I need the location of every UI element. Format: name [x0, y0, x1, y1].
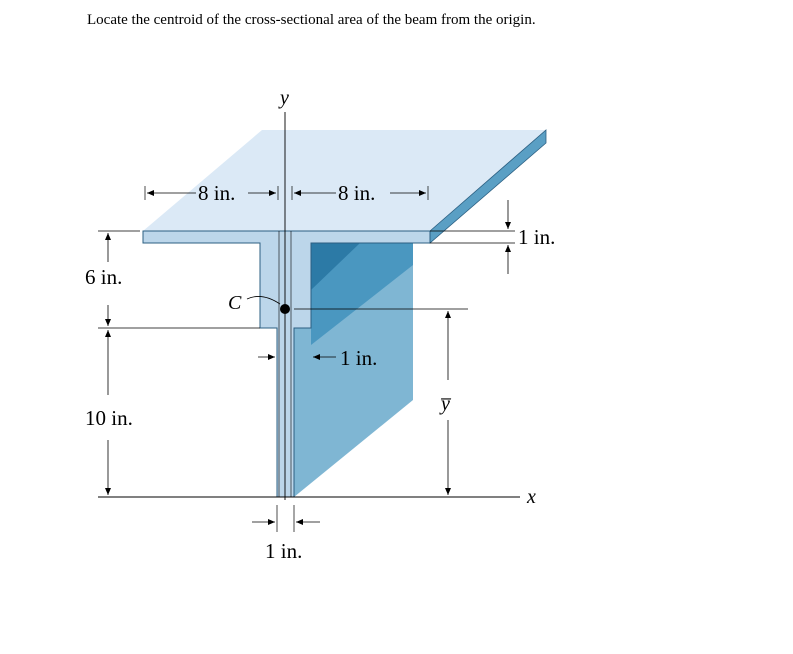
dim-web-thickness-mid-label: 1 in.	[340, 346, 378, 370]
ybar-label: y̅	[441, 393, 450, 415]
centroid-label: C	[228, 292, 242, 314]
question-text: Locate the centroid of the cross-sectional area of the beam from the origin.	[87, 12, 536, 28]
dim-flange-left-label: 8 in.	[198, 181, 236, 205]
dim-flange-thickness-label: 1 in.	[518, 225, 556, 249]
x-axis-label: x	[527, 486, 536, 508]
dim-upper-height-label: 6 in.	[85, 265, 123, 289]
dim-flange-right-label: 8 in.	[338, 181, 376, 205]
dim-web-thickness-bottom-label: 1 in.	[265, 539, 303, 563]
dim-lower-height-label: 10 in.	[85, 406, 133, 430]
y-axis-label: y	[280, 87, 289, 109]
centroid-point	[280, 304, 290, 314]
